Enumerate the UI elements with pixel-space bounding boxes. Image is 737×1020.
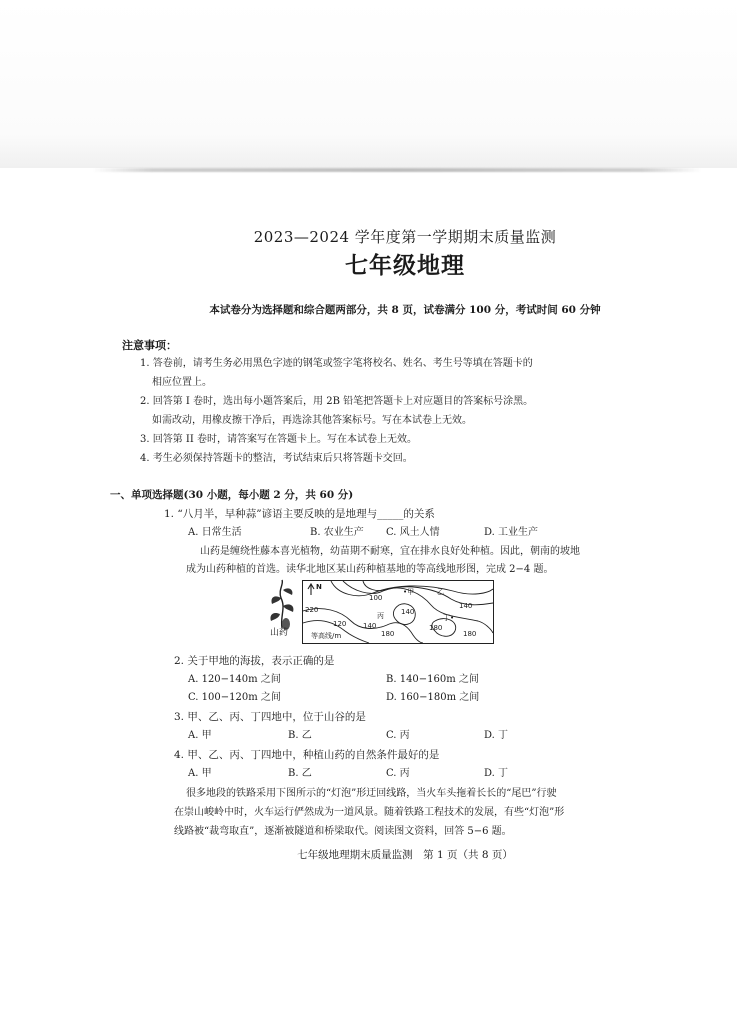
contour-label: 140 (363, 622, 377, 630)
point-jia: •甲 (403, 588, 415, 596)
reading-material-line: 成为山药种植的首选。读华北地区某山药种植基地的等高线地形图，完成 2−4 题。 (186, 564, 554, 575)
point-yi: 乙 (437, 588, 444, 596)
question-4-stem: 4. 甲、乙、丙、丁四地中，种植山药的自然条件最好的是 (174, 749, 440, 761)
question-1-stem: 1. “八月半，早种蒜”谚语主要反映的是地理与_____的关系 (164, 508, 435, 520)
exam-instructions-summary: 本试卷分为选择题和综合题两部分，共 8 页，试卷满分 100 分，考试时间 60 分钟 (209, 304, 601, 316)
contour-label: 180 (463, 630, 477, 638)
question-1-option-a: A. 日常生活 (188, 527, 242, 538)
reading-material-line: 很多地段的铁路采用下图所示的“灯泡”形迂回线路，当火车头拖着长长的“尾巴”行驶 (186, 788, 557, 799)
notice-line: 4. 考生必须保持答题卡的整洁，考试结束后只将答题卡交回。 (140, 453, 413, 464)
notice-line: 如需改动，用橡皮擦干净后，再选涂其他答案标号。写在本试卷上无效。 (152, 415, 472, 426)
question-2-option-d: D. 160−180m 之间 (386, 692, 480, 703)
contour-label: 120 (333, 620, 347, 628)
legend-label: 等高线/m (311, 632, 342, 640)
question-2-stem: 2. 关于甲地的海拔，表示正确的是 (174, 655, 335, 667)
contour-map (302, 580, 494, 644)
yam-plant-icon (264, 578, 302, 630)
reading-material-line: 线路被“裁弯取直”，逐渐被隧道和桥梁取代。阅读图文资料，回答 5−6 题。 (174, 826, 512, 837)
question-2-option-b: B. 140−160m 之间 (386, 674, 479, 685)
question-4-option-c: C. 丙 (386, 768, 410, 779)
contour-label: 180 (429, 624, 443, 632)
exam-page (110, 172, 700, 892)
north-arrow-label: N (316, 583, 322, 591)
point-bing: 丙 (377, 612, 384, 620)
page-footer: 七年级地理期末质量监测 第 1 页（共 8 页） (297, 849, 513, 861)
question-1-option-c: C. 风土人情 (386, 527, 440, 538)
question-4-option-b: B. 乙 (288, 768, 312, 779)
question-1-option-d: D. 工业生产 (484, 527, 539, 538)
notice-line: 相应位置上。 (152, 377, 212, 388)
plant-caption: 山药 (270, 628, 289, 638)
exam-subject-title: 七年级地理 (345, 252, 465, 279)
reading-material-line: 山药是缠绕性藤本喜光植物，幼苗期不耐寒，宜在排水良好处种植。因此，朝南的坡地 (200, 546, 580, 557)
contour-label: 140 (459, 602, 473, 610)
reading-material-line: 在崇山峻岭中时，火车运行俨然成为一道风景。随着铁路工程技术的发展，有些“灯泡”形 (174, 807, 565, 818)
scan-top-margin (0, 0, 737, 168)
question-3-stem: 3. 甲、乙、丙、丁四地中，位于山谷的是 (174, 711, 366, 723)
notice-line: 1. 答卷前，请考生务必用黑色字迹的钢笔或签字笔将校名、姓名、考生号等填在答题卡的 (140, 358, 533, 369)
contour-label: 140 (401, 608, 415, 616)
question-3-option-a: A. 甲 (188, 730, 212, 741)
question-2-option-a: A. 120−140m 之间 (188, 674, 281, 685)
contour-label: 220 (305, 606, 319, 614)
question-3-option-c: C. 丙 (386, 730, 410, 741)
point-ding: 丁• (443, 614, 455, 622)
question-2-option-c: C. 100−120m 之间 (188, 692, 281, 703)
section-heading: 一、单项选择题(30 小题，每小题 2 分，共 60 分) (110, 489, 354, 501)
exam-year-title: 2023—2024 学年度第一学期期末质量监测 (253, 228, 557, 246)
notice-line: 3. 回答第 II 卷时，请答案写在答题卡上。写在本试卷上无效。 (140, 434, 417, 445)
question-1-option-b: B. 农业生产 (310, 527, 364, 538)
question-4-option-a: A. 甲 (188, 768, 212, 779)
contour-label: 100 (369, 594, 383, 602)
question-4-option-d: D. 丁 (484, 768, 509, 779)
notice-line: 2. 回答第 I 卷时，选出每小题答案后，用 2B 铅笔把答题卡上对应题目的答案标号涂黑。 (140, 396, 534, 407)
question-3-option-d: D. 丁 (484, 730, 509, 741)
notice-heading: 注意事项： (122, 339, 177, 352)
contour-label: 180 (381, 630, 395, 638)
question-3-option-b: B. 乙 (288, 730, 312, 741)
contour-map-figure (264, 578, 504, 644)
